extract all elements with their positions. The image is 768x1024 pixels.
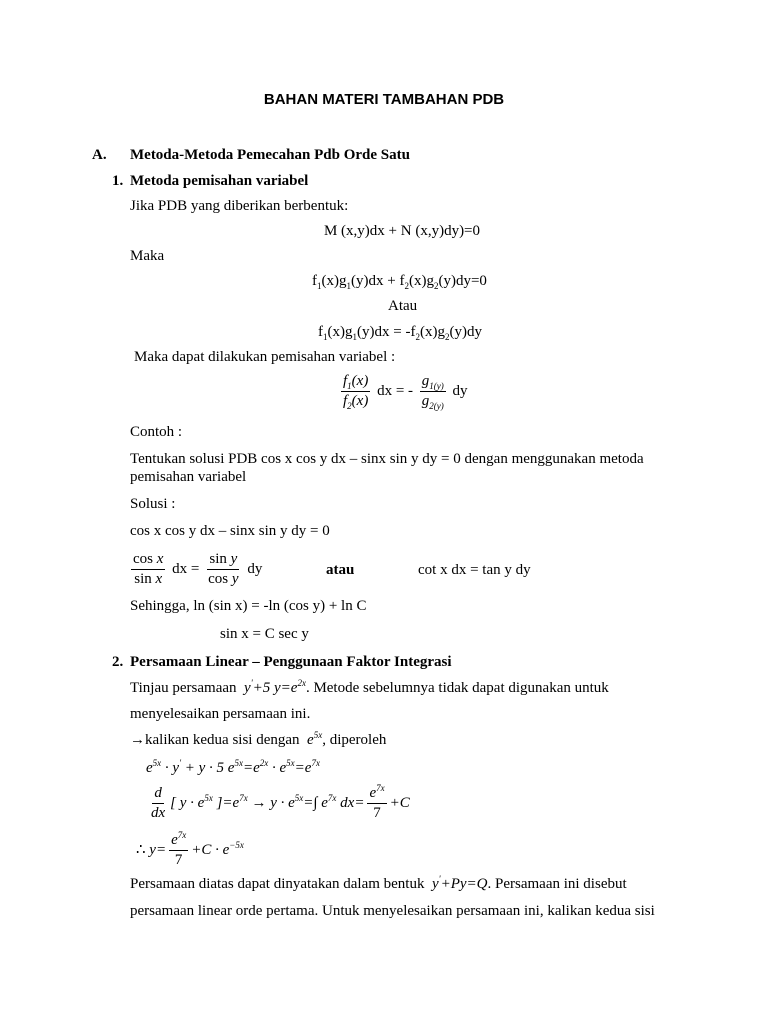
tinjau-prefix: Tinjau persamaan	[130, 680, 237, 696]
problem-line-2: pemisahan variabel	[130, 469, 247, 485]
problem-line-1: Tentukan solusi PDB cos x cos y dx – sinx sin y dy = 0 dengan menggunakan metoda	[130, 451, 644, 467]
general-solution: ∴ y= $\frac{e^{7x}}{7}$ $+C \cdot e^{-5x}$	[136, 830, 244, 869]
solusi-label: Solusi :	[130, 496, 176, 512]
item1-intro: Jika PDB yang diberikan berbentuk:	[130, 198, 349, 214]
sehingga-line: Sehingga, ln (sin x) = -ln (cos y) + ln C	[130, 598, 367, 614]
atau-bold-label: atau	[326, 562, 355, 578]
equation-general: M (x,y)dx + N (x,y)dy)=0	[323, 223, 481, 239]
item1-heading: Metoda pemisahan variabel	[130, 173, 309, 189]
tinjau-line	[130, 680, 609, 697]
multiplied-equation: $e^{5x} \cdot y' + y \cdot 5$ $e^{5x}=e^{2x} \cdot e^{5x}=e^{7x}$	[146, 758, 320, 776]
kalikan-suffix: , diperoleh	[322, 732, 387, 748]
separation-formula: $\frac{f_1(x)}{f_2(x)}$ dx = - $\frac{g_{1(y)}}{g_{2(y)}}$ dy	[343, 373, 468, 412]
maka-pemisahan-text: Maka dapat dilakukan pemisahan variabel :	[134, 349, 396, 365]
equation-separated-1: $f_1(x)g_1(y)dx + f_2(x)g_2(y)dy=0$	[312, 273, 487, 291]
paragraph-line-2: persamaan linear orde pertama. Untuk menyelesaikan persamaan ini, kalikan kedua sisi	[130, 903, 655, 919]
solution-step-2: $\frac{\text{cos x}}{\text{sin x}}$ dx = $\frac{\text{sin y}}{\text{cos y}}$ dy	[133, 551, 263, 588]
solution-step-1: cos x cos y dx – sinx sin y dy = 0	[130, 523, 330, 539]
tinjau-line-2: menyelesaikan persamaan ini.	[130, 706, 311, 722]
section-a-label: A.	[92, 147, 107, 163]
kalikan-prefix: kalikan kedua sisi dengan	[145, 732, 300, 748]
contoh-label: Contoh :	[130, 424, 183, 440]
item1-number: 1.	[112, 173, 124, 189]
tinjau-suffix: . Metode sebelumnya tidak dapat digunakan untuk	[305, 680, 609, 696]
arrow-icon: →	[130, 732, 145, 748]
standard-linear-form: y'+Py=Q	[428, 874, 488, 892]
separation-mid-text: dx = -	[377, 383, 414, 400]
equation-separated-2: $f_1(x)g_1(y)dx = -f_2(x)g_2(y)dy$	[318, 324, 482, 342]
cot-tan-equation: cot x dx = tan y dy	[418, 562, 531, 578]
item2-heading: Persamaan Linear – Penggunaan Faktor Integrasi	[130, 654, 452, 670]
kalikan-line	[130, 732, 386, 749]
separation-end-text: dy	[452, 383, 468, 400]
linear-equation-inline: y'+5 $y=e^{2x}$	[240, 678, 306, 696]
final-result: sin x = C sec y	[220, 626, 309, 642]
integrating-factor: $e^{5x}$	[303, 730, 323, 748]
derivative-integral-equation: $\frac{d}{dx}$ [ $y \cdot e^{5x}$ ]$=e^{7x} \to y \cdot e^{5x}=\int$ $e^{7x}$ dx= $\frac{e^{7x}}{7}$ +C	[151, 783, 410, 822]
item2-number: 2.	[112, 654, 124, 670]
maka-label: Maka	[130, 248, 165, 264]
paragraph-prefix: Persamaan diatas dapat dinyatakan dalam bentuk	[130, 876, 425, 892]
page-title: BAHAN MATERI TAMBAHAN PDB	[263, 91, 505, 108]
section-a-heading: Metoda-Metoda Pemecahan Pdb Orde Satu	[130, 147, 410, 163]
atau-label: Atau	[388, 298, 418, 314]
paragraph-line-1	[130, 876, 627, 893]
paragraph-suffix: . Persamaan ini disebut	[487, 876, 627, 892]
